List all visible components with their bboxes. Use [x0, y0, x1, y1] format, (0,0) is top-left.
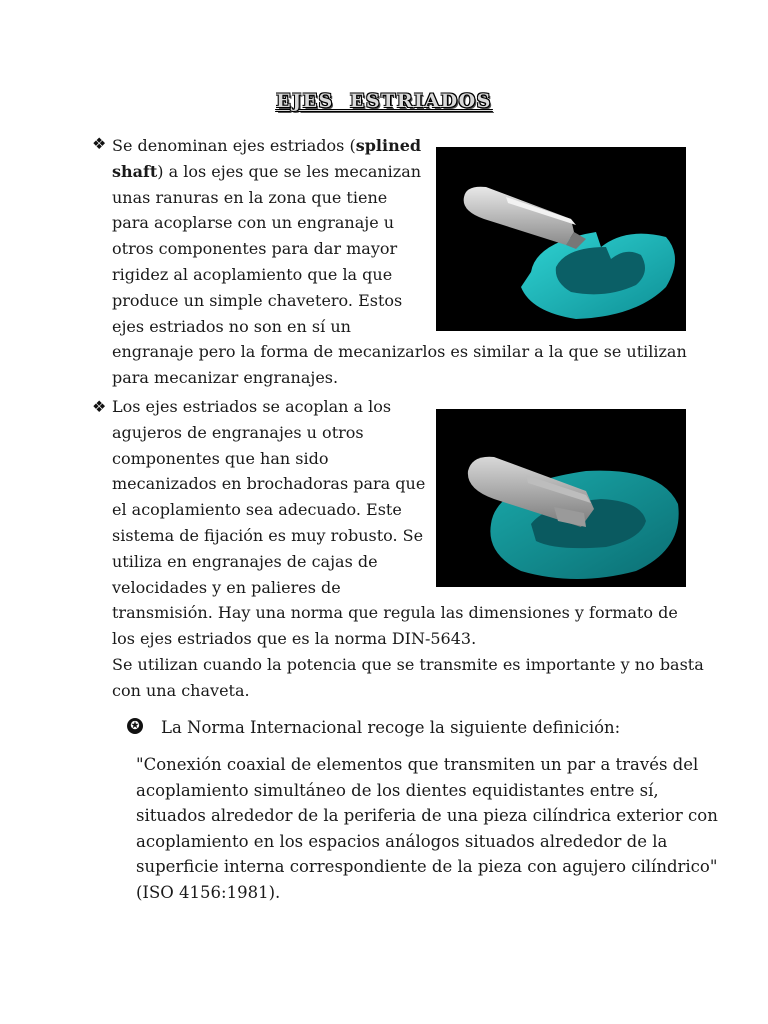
text-line: sistema de fijación es muy robusto. Se [112, 525, 424, 545]
text: ) a los ejes que se les mecanizan [157, 161, 422, 181]
text-line: Se utilizan cuando la potencia que se transmite es importante y no basta [112, 654, 704, 674]
splined-shaft-image-1 [436, 147, 686, 331]
text-line: utiliza en engranajes de cajas de [112, 551, 378, 571]
quote-line: (ISO 4156:1981). [136, 882, 281, 902]
text-line: mecanizados en brochadoras para que [112, 474, 426, 494]
text-line: otros componentes para dar mayor [112, 239, 398, 259]
text-line: el acoplamiento sea adecuado. Este [112, 500, 402, 520]
page-title: EJES ESTRIADOS [276, 90, 492, 112]
norma-intro: La Norma Internacional recoge la siguiente definición: [161, 718, 621, 737]
text-line: rigidez al acoplamiento que la que [112, 264, 393, 284]
text: Se denominan ejes estriados ( [112, 136, 356, 155]
quote-line: "Conexión coaxial de elementos que transmiten un par a través del [136, 755, 699, 774]
text-line: agujeros de engranajes u otros [112, 422, 364, 442]
text-line: Los ejes estriados se acoplan a los [112, 397, 392, 416]
term-shaft: shaft [112, 161, 158, 181]
text-line: ejes estriados no son en sí un [112, 316, 351, 336]
text-line: engranaje pero la forma de mecanizarlos es similar a la que se utilizan [112, 342, 687, 362]
text-line: produce un simple chavetero. Estos [112, 290, 403, 310]
star-bullet-icon: ✪ [127, 718, 143, 734]
text-line: componentes que han sido [112, 448, 329, 468]
text-line: con una chaveta. [112, 680, 250, 700]
diamond-bullet-icon: ❖ [92, 134, 107, 153]
text-line: unas ranuras en la zona que tiene [112, 187, 388, 207]
iso-definition-quote [136, 752, 726, 906]
text-line: para mecanizar engranajes. [112, 368, 339, 388]
quote-line: superficie interna correspondiente de la pieza con agujero cilíndrico" [136, 857, 718, 877]
splined-shaft-image-2 [436, 409, 686, 587]
quote-line: acoplamiento en los espacios análogos situados alrededor de la [136, 831, 668, 851]
text-line: velocidades y en palieres de [112, 577, 341, 597]
quote-line: acoplamiento simultáneo de los dientes equidistantes entre sí, [136, 780, 659, 800]
quote-line: situados alrededor de la periferia de una pieza cilíndrica exterior con [136, 806, 718, 826]
diamond-bullet-icon: ❖ [92, 397, 107, 416]
text-line: para acoplarse con un engranaje u [112, 213, 395, 233]
text-line: los ejes estriados que es la norma DIN-5643. [112, 629, 477, 649]
term-splined: splined [355, 136, 422, 155]
text-line: transmisión. Hay una norma que regula las dimensiones y formato de [112, 603, 678, 623]
